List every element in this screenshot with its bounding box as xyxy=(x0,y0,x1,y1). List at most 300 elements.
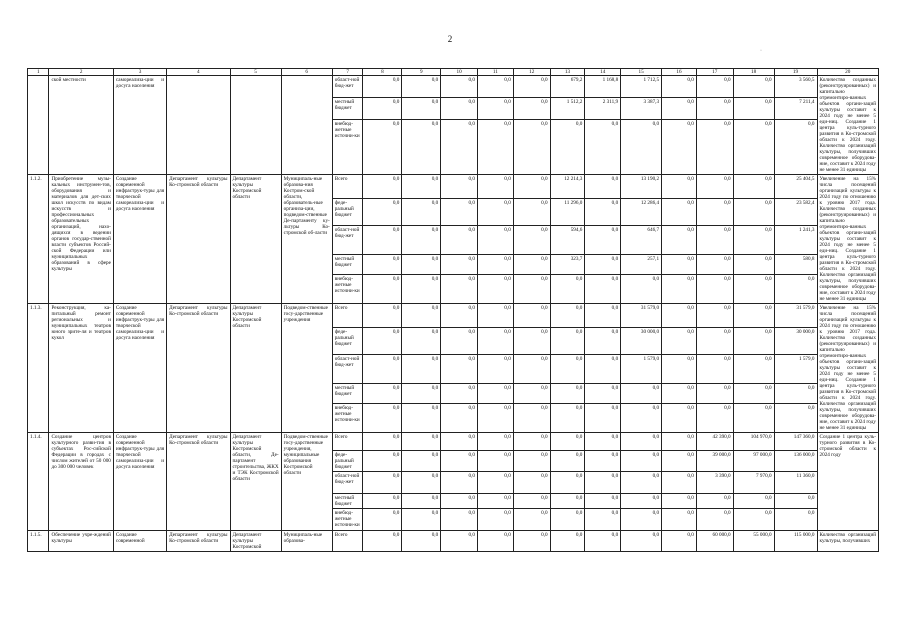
funding-source: внебюд-жетные источни-ки xyxy=(332,120,363,175)
amount-cell: 0,0 xyxy=(621,451,662,472)
amount-cell: 0,0 xyxy=(621,472,662,494)
amount-cell: 0,0 xyxy=(585,494,621,509)
amount-cell: 0,0 xyxy=(513,384,550,404)
amount-cell: 0,0 xyxy=(585,509,621,531)
amount-cell: 1 579,0 xyxy=(621,355,662,384)
amount-cell: 0,0 xyxy=(477,327,513,355)
amount-cell: 0,0 xyxy=(585,433,621,451)
amount-cell: 0,0 xyxy=(621,433,662,451)
amount-cell: 679,2 xyxy=(550,76,585,98)
amount-cell: 0,0 xyxy=(774,494,817,509)
amount-cell: 0,0 xyxy=(441,472,478,494)
amount-cell: 31 579,0 xyxy=(621,304,662,328)
table-row xyxy=(28,433,879,451)
header-cell: 6 xyxy=(281,69,332,76)
item-goal: самореализа-ции и досуга населения xyxy=(113,76,166,175)
item-number: 1.1.5. xyxy=(28,531,49,552)
recipient: Подведом-ственные госу-дарственные учреждения xyxy=(281,304,332,433)
amount-cell: 0,0 xyxy=(477,531,513,552)
amount-cell: 0,0 xyxy=(363,304,402,328)
amount-cell: 0,0 xyxy=(733,76,774,98)
amount-cell: 0,0 xyxy=(662,327,697,355)
amount-cell: 0,0 xyxy=(513,226,550,255)
amount-cell: 0,0 xyxy=(477,120,513,175)
amount-cell: 0,0 xyxy=(733,175,774,199)
responsible-executor: Департамент культуры Ко-стромской области xyxy=(167,175,230,304)
funding-source: област-ной бюд-жет xyxy=(332,355,363,384)
amount-cell: 0,0 xyxy=(662,355,697,384)
amount-cell: 0,0 xyxy=(441,275,478,304)
co-executor: Департамент культуры Костромской области xyxy=(230,304,281,433)
amount-cell: 0,0 xyxy=(441,255,478,275)
header-cell: 3 xyxy=(113,69,166,76)
corner-mark: · xyxy=(760,48,762,54)
amount-cell: 0,0 xyxy=(733,198,774,226)
amount-cell: 0,0 xyxy=(513,327,550,355)
amount-cell: 0,0 xyxy=(662,531,697,552)
amount-cell: 0,0 xyxy=(662,404,697,433)
amount-cell: 0,0 xyxy=(621,494,662,509)
amount-cell: 11 296,0 xyxy=(550,198,585,226)
expected-result: Количество созданных (реконструированных) и капитально отремонтиро-ванных объектов органи-заций культуры составит к 2024 году не менее 5 еди-ниц. Создание 1 центра куль-турного развития в Ко-стромской области к 2024 году. Количество организаций культуры, получивших современное оборудова-ние, составит к 2024 году не менее 31 единицы xyxy=(817,76,879,175)
amount-cell: 0,0 xyxy=(585,304,621,328)
expected-result: Увеличение на 15% числа посещений организаций культуры к 2024 году по отношению к уровню 2017 года. Количество созданных (реконструированных) и капитально отремонтиро-ванных объектов органи-заций культуры составит к 2024 году не менее 5 еди-ниц. Создание 1 центра куль-турного развития в Ко-стромской области к 2024 году. Количество организаций культуры, получивших современное оборудова-ние, составит к 2024 году не менее 31 единицы xyxy=(817,304,879,433)
amount-cell: 0,0 xyxy=(662,451,697,472)
amount-cell: 0,0 xyxy=(662,384,697,404)
funding-source: внебюд-жетные источни-ки xyxy=(332,509,363,531)
amount-cell: 0,0 xyxy=(477,275,513,304)
expected-result: Количество организаций культуры, получивших xyxy=(817,531,879,552)
amount-cell: 0,0 xyxy=(621,275,662,304)
amount-cell: 0,0 xyxy=(402,404,441,433)
header-cell: 4 xyxy=(167,69,230,76)
item-goal: Создание современной xyxy=(113,531,166,552)
amount-cell: 1 168,8 xyxy=(585,76,621,98)
amount-cell: 0,0 xyxy=(696,226,733,255)
amount-cell: 0,0 xyxy=(662,175,697,199)
recipient: Подведом-ственные госу-дарственные учреждения, муниципальные образования Костромской области xyxy=(281,433,332,531)
amount-cell: 25 404,5 xyxy=(774,175,817,199)
header-cell: 2 xyxy=(49,69,113,76)
amount-cell: 3 560,5 xyxy=(774,76,817,98)
amount-cell: 0,0 xyxy=(696,275,733,304)
item-name: ской местности xyxy=(49,76,113,175)
amount-cell: 0,0 xyxy=(696,304,733,328)
amount-cell: 0,0 xyxy=(513,98,550,120)
amount-cell: 0,0 xyxy=(662,255,697,275)
amount-cell: 0,0 xyxy=(733,275,774,304)
amount-cell: 0,0 xyxy=(363,120,402,175)
amount-cell: 0,0 xyxy=(402,198,441,226)
item-name: Создание центров культурного разви-тия в субъектах Рос-сийской Федерации в городах с числом жителей от 50 000 до 300 000 человек xyxy=(49,433,113,531)
amount-cell: 0,0 xyxy=(696,494,733,509)
amount-cell: 0,0 xyxy=(585,175,621,199)
amount-cell: 0,0 xyxy=(513,304,550,328)
amount-cell: 0,0 xyxy=(363,509,402,531)
header-cell: 17 xyxy=(696,69,733,76)
amount-cell: 0,0 xyxy=(402,472,441,494)
amount-cell: 0,0 xyxy=(477,98,513,120)
amount-cell: 0,0 xyxy=(402,355,441,384)
amount-cell: 12 214,3 xyxy=(550,175,585,199)
amount-cell: 0,0 xyxy=(513,404,550,433)
amount-cell: 0,0 xyxy=(441,175,478,199)
amount-cell: 0,0 xyxy=(550,304,585,328)
amount-cell: 0,0 xyxy=(585,404,621,433)
amount-cell: 0,0 xyxy=(363,327,402,355)
amount-cell: 1 512,2 xyxy=(550,98,585,120)
amount-cell: 1 712,5 xyxy=(621,76,662,98)
amount-cell: 0,0 xyxy=(662,98,697,120)
header-cell: 10 xyxy=(441,69,478,76)
item-number xyxy=(28,76,49,175)
amount-cell: 0,0 xyxy=(402,255,441,275)
funding-source: Всего xyxy=(332,531,363,552)
amount-cell: 0,0 xyxy=(550,275,585,304)
item-goal: Создание современной инфраструк-туры для творческой самореализа-ции и досуга населения xyxy=(113,304,166,433)
amount-cell: 0,0 xyxy=(585,255,621,275)
amount-cell: 0,0 xyxy=(513,76,550,98)
amount-cell: 30 000,0 xyxy=(774,327,817,355)
amount-cell: 0,0 xyxy=(402,509,441,531)
amount-cell: 0,0 xyxy=(733,404,774,433)
header-cell: 1 xyxy=(28,69,49,76)
amount-cell: 0,0 xyxy=(363,472,402,494)
amount-cell: 0,0 xyxy=(662,76,697,98)
amount-cell: 257,1 xyxy=(621,255,662,275)
item-number: 1.1.4. xyxy=(28,433,49,531)
amount-cell: 0,0 xyxy=(402,98,441,120)
amount-cell: 0,0 xyxy=(733,509,774,531)
amount-cell: 0,0 xyxy=(477,198,513,226)
amount-cell: 0,0 xyxy=(363,494,402,509)
amount-cell: 580,8 xyxy=(774,255,817,275)
amount-cell: 0,0 xyxy=(441,198,478,226)
amount-cell: 0,0 xyxy=(662,433,697,451)
amount-cell: 0,0 xyxy=(402,275,441,304)
recipient: Муниципаль-ные образова- xyxy=(281,531,332,552)
amount-cell: 0,0 xyxy=(477,226,513,255)
amount-cell: 0,0 xyxy=(363,404,402,433)
item-goal: Создание современной инфраструк-туры для творческой самореализа-ции и досуга населения xyxy=(113,433,166,531)
co-executor: Департамент культуры Костромской xyxy=(230,531,281,552)
table-row xyxy=(28,304,879,328)
amount-cell: 97 000,0 xyxy=(733,451,774,472)
responsible-executor xyxy=(167,76,230,175)
expected-result: Увеличение на 15% числа посещений организаций культуры к 2024 году по отношению к уровню 2017 года. Количество созданных (реконструированных) и капитально отремонтиро-ванных объектов органи-заций культуры составит к 2024 году не менее 5 еди-ниц. Создание 1 центра куль-турного развития в Ко-стромской области к 2024 году. Количество организаций культуры, получивших современное оборудова-ние, составит к 2024 году не менее 31 единицы xyxy=(817,175,879,304)
item-name: Приобретение музы-кальных инструмен-тов, оборудования и материалов для дет-ских школ искусств по видам искусств и профессиональных образовательных организаций, нахо-дящихся в ведении органов государ-ственной власти субъектов Россий-ской Федерации или муниципальных образований в сфере культуры xyxy=(49,175,113,304)
amount-cell: 0,0 xyxy=(513,255,550,275)
amount-cell: 13 190,2 xyxy=(621,175,662,199)
amount-cell: 0,0 xyxy=(733,304,774,328)
item-name: Обеспечение учре-ждений культуры xyxy=(49,531,113,552)
amount-cell: 0,0 xyxy=(402,384,441,404)
budget-table xyxy=(27,68,879,552)
amount-cell: 55 000,0 xyxy=(733,531,774,552)
co-executor: Департамент культуры Костромской области, Де-партамент строительства, ЖКХ и ТЭК Костромской области xyxy=(230,433,281,531)
amount-cell: 0,0 xyxy=(477,255,513,275)
amount-cell: 0,0 xyxy=(696,98,733,120)
amount-cell: 0,0 xyxy=(477,384,513,404)
amount-cell: 11 360,0 xyxy=(774,472,817,494)
amount-cell: 0,0 xyxy=(402,175,441,199)
funding-source: Всего xyxy=(332,175,363,199)
amount-cell: 0,0 xyxy=(550,451,585,472)
amount-cell: 0,0 xyxy=(733,98,774,120)
amount-cell: 0,0 xyxy=(363,275,402,304)
amount-cell: 0,0 xyxy=(402,120,441,175)
amount-cell: 0,0 xyxy=(513,433,550,451)
funding-source: местный бюджет xyxy=(332,384,363,404)
amount-cell: 0,0 xyxy=(363,255,402,275)
co-executor xyxy=(230,76,281,175)
recipient xyxy=(281,76,332,175)
amount-cell: 594,6 xyxy=(550,226,585,255)
amount-cell: 0,0 xyxy=(733,327,774,355)
amount-cell: 0,0 xyxy=(585,120,621,175)
amount-cell: 0,0 xyxy=(441,494,478,509)
amount-cell: 0,0 xyxy=(774,384,817,404)
amount-cell: 0,0 xyxy=(696,327,733,355)
amount-cell: 0,0 xyxy=(696,509,733,531)
amount-cell: 0,0 xyxy=(477,355,513,384)
amount-cell: 0,0 xyxy=(477,76,513,98)
table-row xyxy=(28,76,879,98)
table-row xyxy=(28,531,879,552)
responsible-executor: Департамент культуры Ко-стромской области xyxy=(167,304,230,433)
amount-cell: 3 390,0 xyxy=(696,472,733,494)
funding-source: област-ной бюд-жет xyxy=(332,226,363,255)
item-goal: Создание современной инфраструк-туры для творческой самореализа-ции и досуга населения xyxy=(113,175,166,304)
amount-cell: 0,0 xyxy=(441,226,478,255)
amount-cell: 0,0 xyxy=(402,327,441,355)
funding-source: местный бюджет xyxy=(332,494,363,509)
amount-cell: 0,0 xyxy=(441,76,478,98)
amount-cell: 0,0 xyxy=(363,76,402,98)
amount-cell: 0,0 xyxy=(696,76,733,98)
amount-cell: 0,0 xyxy=(513,494,550,509)
amount-cell: 0,0 xyxy=(441,98,478,120)
amount-cell: 0,0 xyxy=(513,275,550,304)
amount-cell: 0,0 xyxy=(585,226,621,255)
amount-cell: 0,0 xyxy=(696,175,733,199)
funding-source: феде-ральный бюджет xyxy=(332,198,363,226)
amount-cell: 0,0 xyxy=(513,531,550,552)
amount-cell: 0,0 xyxy=(662,509,697,531)
header-cell: 19 xyxy=(774,69,817,76)
co-executor: Департамент культуры Костромской области xyxy=(230,175,281,304)
amount-cell: 0,0 xyxy=(477,304,513,328)
amount-cell: 39 000,0 xyxy=(696,451,733,472)
amount-cell: 0,0 xyxy=(662,304,697,328)
amount-cell: 0,0 xyxy=(733,255,774,275)
amount-cell: 0,0 xyxy=(550,531,585,552)
amount-cell: 0,0 xyxy=(774,404,817,433)
amount-cell: 0,0 xyxy=(696,120,733,175)
expected-result: Создание 1 центра куль-турного развития в Ко-стромской области к 2024 году xyxy=(817,433,879,531)
amount-cell: 0,0 xyxy=(550,384,585,404)
amount-cell: 0,0 xyxy=(585,472,621,494)
funding-source: феде-ральный бюджет xyxy=(332,451,363,472)
funding-source: Всего xyxy=(332,433,363,451)
header-cell: 8 xyxy=(363,69,402,76)
responsible-executor: Департамент культуры Ко-стромской области xyxy=(167,531,230,552)
page-number: 2 xyxy=(447,34,453,44)
amount-cell: 0,0 xyxy=(621,509,662,531)
amount-cell: 0,0 xyxy=(550,494,585,509)
amount-cell: 0,0 xyxy=(585,198,621,226)
amount-cell: 0,0 xyxy=(513,355,550,384)
amount-cell: 0,0 xyxy=(402,531,441,552)
funding-source: феде-ральный бюджет xyxy=(332,327,363,355)
amount-cell: 0,0 xyxy=(513,472,550,494)
amount-cell: 0,0 xyxy=(441,404,478,433)
header-cell: 12 xyxy=(513,69,550,76)
amount-cell: 23 582,4 xyxy=(774,198,817,226)
amount-cell: 0,0 xyxy=(513,198,550,226)
amount-cell: 0,0 xyxy=(550,327,585,355)
amount-cell: 0,0 xyxy=(363,531,402,552)
amount-cell: 0,0 xyxy=(441,120,478,175)
amount-cell: 0,0 xyxy=(662,275,697,304)
amount-cell: 0,0 xyxy=(585,275,621,304)
amount-cell: 0,0 xyxy=(363,355,402,384)
amount-cell: 0,0 xyxy=(513,120,550,175)
funding-source: област-ной бюд-жет xyxy=(332,76,363,98)
amount-cell: 0,0 xyxy=(696,384,733,404)
amount-cell: 0,0 xyxy=(662,120,697,175)
amount-cell: 0,0 xyxy=(513,509,550,531)
amount-cell: 0,0 xyxy=(550,433,585,451)
item-name: Реконструкция, ка-питальный ремонт региональных и муниципальных театров юного зрите-ля и театров кукол xyxy=(49,304,113,433)
amount-cell: 0,0 xyxy=(441,509,478,531)
amount-cell: 0,0 xyxy=(774,509,817,531)
amount-cell: 2 311,9 xyxy=(585,98,621,120)
amount-cell: 0,0 xyxy=(696,355,733,384)
amount-cell: 0,0 xyxy=(550,404,585,433)
amount-cell: 0,0 xyxy=(363,433,402,451)
header-cell: 20 xyxy=(817,69,879,76)
amount-cell: 1 579,0 xyxy=(774,355,817,384)
amount-cell: 0,0 xyxy=(621,120,662,175)
amount-cell: 0,0 xyxy=(585,327,621,355)
amount-cell: 0,0 xyxy=(477,494,513,509)
amount-cell: 0,0 xyxy=(363,175,402,199)
amount-cell: 115 000,0 xyxy=(774,531,817,552)
amount-cell: 0,0 xyxy=(513,175,550,199)
amount-cell: 0,0 xyxy=(585,384,621,404)
amount-cell: 0,0 xyxy=(585,531,621,552)
amount-cell: 0,0 xyxy=(402,226,441,255)
responsible-executor: Департамент культуры Ко-стромской области xyxy=(167,433,230,531)
header-row xyxy=(28,69,879,76)
amount-cell: 0,0 xyxy=(696,198,733,226)
amount-cell: 0,0 xyxy=(662,494,697,509)
header-cell: 16 xyxy=(662,69,697,76)
amount-cell: 0,0 xyxy=(402,304,441,328)
amount-cell: 0,0 xyxy=(513,451,550,472)
amount-cell: 0,0 xyxy=(733,226,774,255)
amount-cell: 323,7 xyxy=(550,255,585,275)
amount-cell: 0,0 xyxy=(477,472,513,494)
funding-source: местный бюджет xyxy=(332,98,363,120)
amount-cell: 0,0 xyxy=(441,384,478,404)
amount-cell: 1 241,3 xyxy=(774,226,817,255)
amount-cell: 0,0 xyxy=(441,327,478,355)
amount-cell: 104 970,0 xyxy=(733,433,774,451)
item-number: 1.1.3. xyxy=(28,304,49,433)
amount-cell: 0,0 xyxy=(662,226,697,255)
amount-cell: 0,0 xyxy=(477,175,513,199)
amount-cell: 0,0 xyxy=(477,509,513,531)
header-cell: 9 xyxy=(402,69,441,76)
amount-cell: 0,0 xyxy=(477,404,513,433)
amount-cell: 31 579,0 xyxy=(774,304,817,328)
amount-cell: 0,0 xyxy=(550,509,585,531)
amount-cell: 0,0 xyxy=(585,355,621,384)
amount-cell: 0,0 xyxy=(402,494,441,509)
amount-cell: 0,0 xyxy=(402,451,441,472)
header-cell: 5 xyxy=(230,69,281,76)
amount-cell: 0,0 xyxy=(733,120,774,175)
amount-cell: 0,0 xyxy=(477,451,513,472)
amount-cell: 646,7 xyxy=(621,226,662,255)
header-cell: 7 xyxy=(332,69,363,76)
amount-cell: 0,0 xyxy=(733,355,774,384)
amount-cell: 7 211,4 xyxy=(774,98,817,120)
amount-cell: 42 390,0 xyxy=(696,433,733,451)
header-cell: 15 xyxy=(621,69,662,76)
funding-source: Всего xyxy=(332,304,363,328)
amount-cell: 12 286,4 xyxy=(621,198,662,226)
amount-cell: 0,0 xyxy=(733,494,774,509)
recipient: Муниципаль-ные образова-ния Костром-ской области, образователь-ные организа-ции, подведом-ственные Де-партаменту ку-льтуры Ко-стромской об-ласти xyxy=(281,175,332,304)
amount-cell: 60 000,0 xyxy=(696,531,733,552)
amount-cell: 0,0 xyxy=(621,384,662,404)
amount-cell: 0,0 xyxy=(441,451,478,472)
amount-cell: 0,0 xyxy=(733,384,774,404)
amount-cell: 0,0 xyxy=(550,355,585,384)
amount-cell: 0,0 xyxy=(774,120,817,175)
amount-cell: 147 360,0 xyxy=(774,433,817,451)
amount-cell: 0,0 xyxy=(441,304,478,328)
funding-source: местный бюджет xyxy=(332,255,363,275)
amount-cell: 0,0 xyxy=(363,451,402,472)
amount-cell: 0,0 xyxy=(662,472,697,494)
funding-source: внебюд-жетные источни-ки xyxy=(332,275,363,304)
header-cell: 18 xyxy=(733,69,774,76)
amount-cell: 3 387,3 xyxy=(621,98,662,120)
amount-cell: 0,0 xyxy=(402,433,441,451)
amount-cell: 0,0 xyxy=(662,198,697,226)
amount-cell: 0,0 xyxy=(441,531,478,552)
header-cell: 13 xyxy=(550,69,585,76)
amount-cell: 0,0 xyxy=(402,76,441,98)
table-row xyxy=(28,175,879,199)
amount-cell: 30 000,0 xyxy=(621,327,662,355)
amount-cell: 0,0 xyxy=(477,433,513,451)
amount-cell: 0,0 xyxy=(774,275,817,304)
amount-cell: 0,0 xyxy=(363,384,402,404)
header-cell: 14 xyxy=(585,69,621,76)
amount-cell: 7 970,0 xyxy=(733,472,774,494)
header-cell: 11 xyxy=(477,69,513,76)
amount-cell: 0,0 xyxy=(550,120,585,175)
amount-cell: 0,0 xyxy=(550,472,585,494)
amount-cell: 0,0 xyxy=(696,255,733,275)
item-number: 1.1.2. xyxy=(28,175,49,304)
amount-cell: 0,0 xyxy=(621,404,662,433)
